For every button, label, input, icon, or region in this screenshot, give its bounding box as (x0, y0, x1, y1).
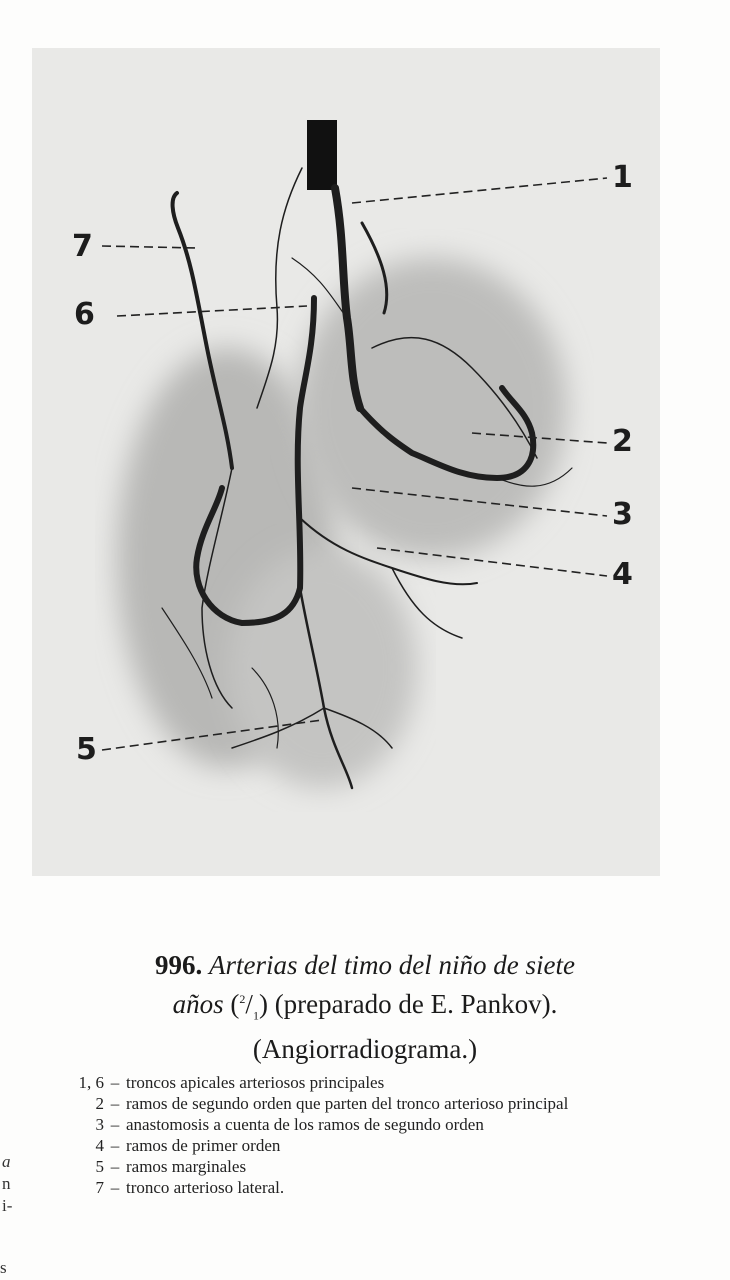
legend-text: tronco arterioso lateral. (126, 1178, 285, 1197)
callout-3: 3 (612, 497, 633, 532)
legend-text: ramos de segundo orden que parten del tronco arterioso principal (126, 1094, 569, 1113)
legend-item: 4 – ramos de primer orden (40, 1135, 680, 1156)
margin-fragment: i- (2, 1196, 13, 1215)
figure-number: 996. (155, 950, 203, 980)
caption-line-1 (60, 948, 670, 982)
caption-line-2: años $(^2/_1)$ (preparado de E. Pankov). (172, 989, 558, 1023)
angiogram-drawing (32, 48, 660, 876)
legend-text: anastomosis a cuenta de los ramos de segundo orden (126, 1115, 484, 1134)
legend-text: ramos marginales (126, 1157, 247, 1176)
scale-denominator: 1 (252, 1008, 259, 1023)
caption-preparation: (preparado de E. Pankov). (274, 989, 558, 1019)
right-lobe-shadow (297, 258, 567, 558)
legend-code: 4 (95, 1136, 104, 1155)
margin-fragment: a (2, 1152, 11, 1171)
legend-code: 5 (95, 1157, 104, 1176)
legend-item: 2 – ramos de segundo orden que parten del tronco arterioso principal (40, 1093, 680, 1114)
legend-code: 7 (95, 1178, 104, 1197)
callout-1: 1 (612, 160, 633, 195)
legend-item: 3 – anastomosis a cuenta de los ramos de segundo orden (40, 1114, 680, 1135)
legend-item: 1, 6 – troncos apicales arteriosos principales (40, 1072, 680, 1093)
figure-caption (60, 948, 670, 1066)
figure-legend (40, 1072, 680, 1198)
scale-numerator: 2 (239, 992, 246, 1006)
margin-fragment: n (2, 1174, 11, 1193)
caption-title-cont: años (172, 989, 224, 1019)
margin-fragment: s (0, 1258, 7, 1277)
legend-item: 5 – ramos marginales (40, 1156, 680, 1177)
callout-6: 6 (74, 297, 95, 332)
legend-code: 3 (95, 1115, 104, 1134)
legend-code: 2 (95, 1094, 104, 1113)
legend-text: ramos de primer orden (126, 1136, 281, 1155)
lower-lobe-shadow (227, 548, 417, 788)
legend-text: troncos apicales arteriosos principales (126, 1073, 385, 1092)
callout-2: 2 (612, 424, 633, 459)
callout-5: 5 (76, 732, 97, 767)
angiogram-image (32, 48, 660, 876)
legend-item: 7 – tronco arterioso lateral. (40, 1177, 680, 1198)
legend-code: 1, 6 (78, 1073, 104, 1092)
callout-7: 7 (72, 229, 93, 264)
caption-title: Arterias del timo del niño de siete (209, 950, 575, 980)
caption-line-3: (Angiorradiograma.) (252, 1034, 478, 1065)
callout-4: 4 (612, 557, 633, 592)
